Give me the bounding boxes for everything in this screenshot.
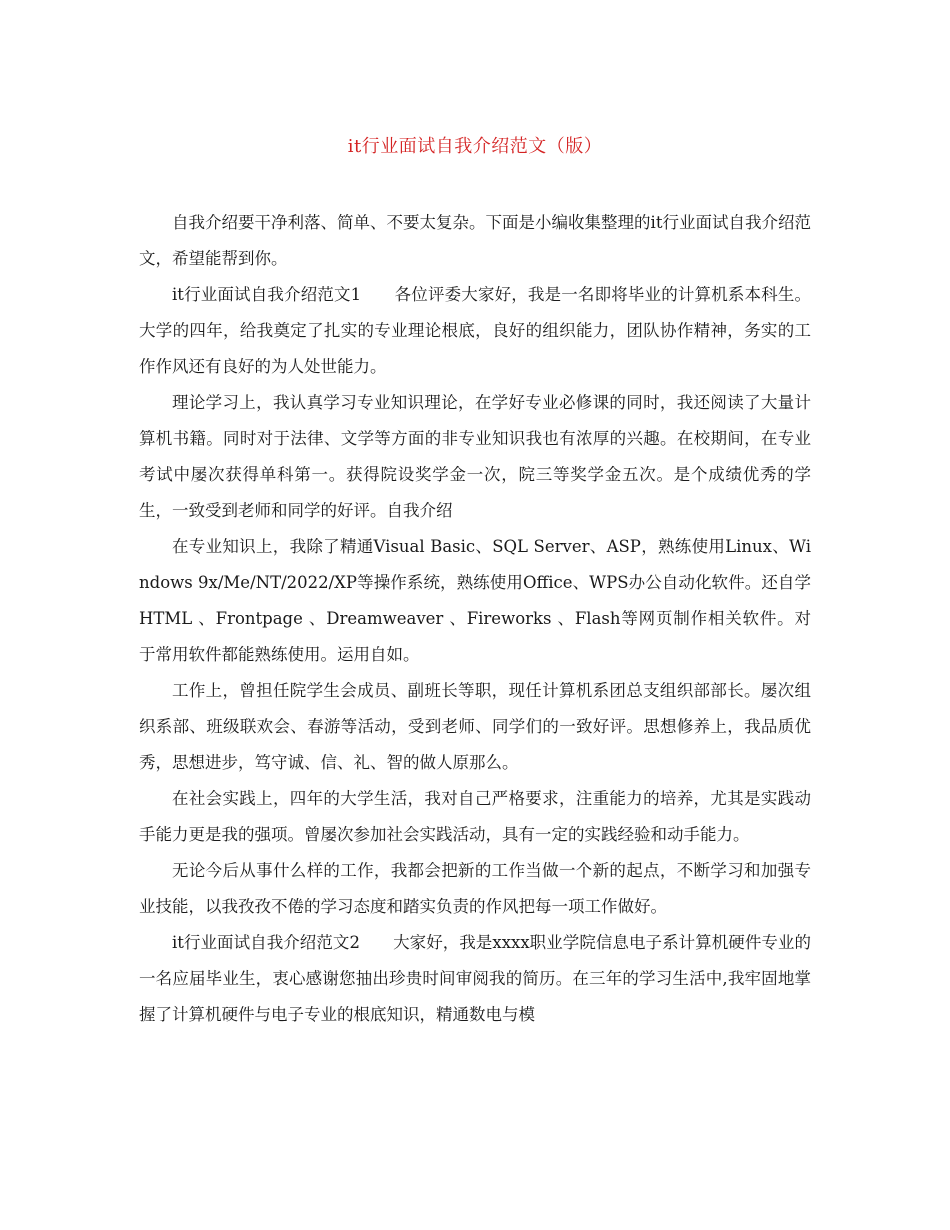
document-body (139, 205, 811, 1033)
paragraph-professional-skills: 在专业知识上，我除了精通Visual Basic、SQL Server、ASP，熟练使用Linux、Windows 9x/Me/NT/2022/XP等操作系统，熟练使用Office、WPS办公自动化软件。还自学HTML 、Frontpage 、Dreamweaver 、Fireworks 、Flash等网页制作相关软件。对于常用软件都能熟练使用。运用自如。 (139, 537, 811, 664)
paragraph-sample-2-opening: it行业面试自我介绍范文2 大家好，我是xxxx职业学院信息电子系计算机硬件专业的一名应届毕业生，衷心感谢您抽出珍贵时间审阅我的简历。在三年的学习生活中,我牢固地掌握了计算机硬件与电子专业的根底知识，精通数电与模 (139, 933, 811, 1024)
paragraph-social-practice: 在社会实践上，四年的大学生活，我对自己严格要求，注重能力的培养，尤其是实践动手能力更是我的强项。曾屡次参加社会实践活动，具有一定的实践经验和动手能力。 (139, 789, 811, 844)
paragraph-intro: 自我介绍要干净利落、简单、不要太复杂。下面是小编收集整理的it行业面试自我介绍范文，希望能帮到你。 (139, 213, 811, 268)
paragraph-sample-1-opening: it行业面试自我介绍范文1 各位评委大家好，我是一名即将毕业的计算机系本科生。大学的四年，给我奠定了扎实的专业理论根底，良好的组织能力，团队协作精神，务实的工作作风还有良好的为人处世能力。 (139, 285, 811, 376)
paragraph-work-experience: 工作上，曾担任院学生会成员、副班长等职，现任计算机系团总支组织部部长。屡次组织系部、班级联欢会、春游等活动，受到老师、同学们的一致好评。思想修养上，我品质优秀，思想进步，笃守诚、信、礼、智的做人原那么。 (139, 681, 811, 772)
paragraph-future-work: 无论今后从事什么样的工作，我都会把新的工作当做一个新的起点，不断学习和加强专业技能，以我孜孜不倦的学习态度和踏实负责的作风把每一项工作做好。 (139, 861, 811, 916)
document-title: it行业面试自我介绍范文（版） (347, 136, 603, 157)
paragraph-theory-study: 理论学习上，我认真学习专业知识理论，在学好专业必修课的同时，我还阅读了大量计算机书籍。同时对于法律、文学等方面的非专业知识我也有浓厚的兴趣。在校期间，在专业考试中屡次获得单科第一。获得院设奖学金一次，院三等奖学金五次。是个成绩优秀的学生，一致受到老师和同学的好评。自我介绍 (139, 393, 811, 520)
